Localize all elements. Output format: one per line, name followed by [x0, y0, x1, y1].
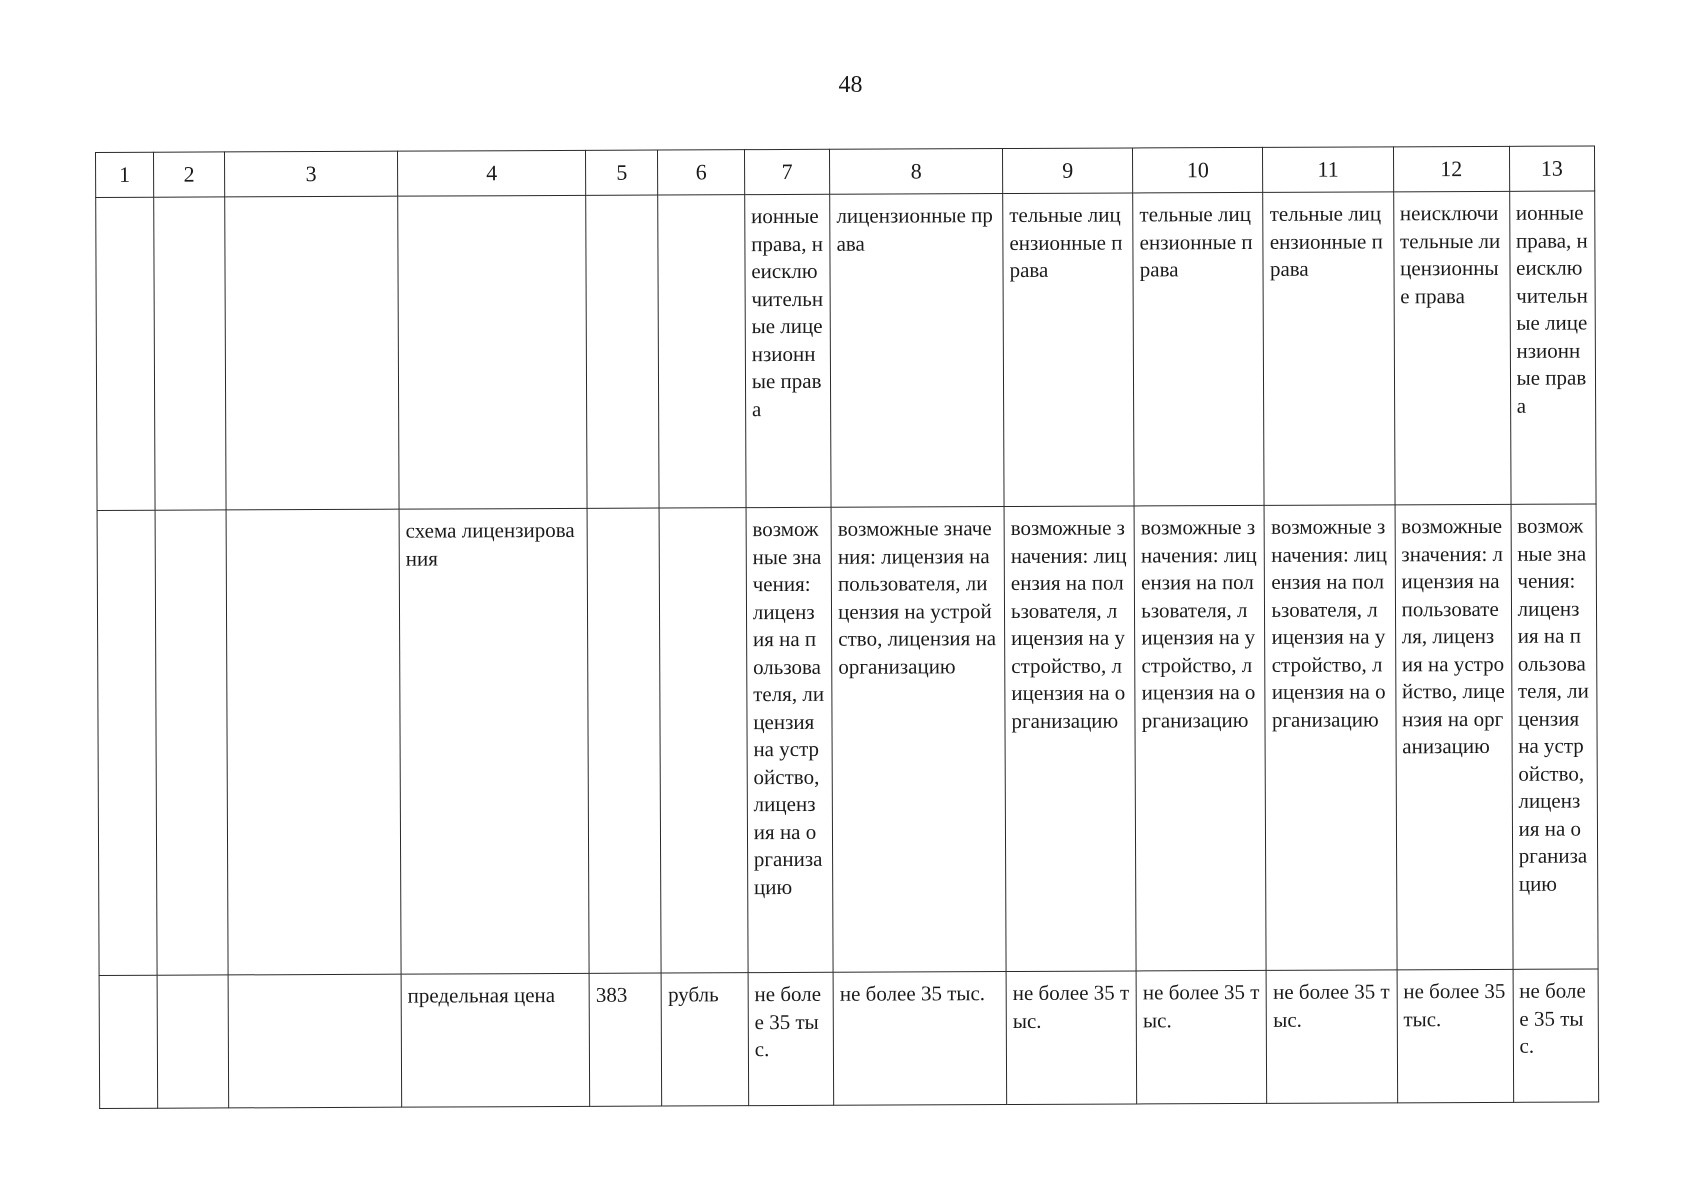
table-cell-col-13: [1513, 969, 1599, 1102]
cell-text: рубль: [667, 982, 719, 1007]
cell-text: не более 35 тыс.: [1273, 979, 1390, 1032]
table-cell-col-3: [225, 196, 399, 510]
cell-text: не более 35 тыс.: [754, 981, 822, 1062]
cell-text: возможные значения: лицензия на пользователя, лицензия на устройство, лицензия на организацию: [837, 516, 997, 679]
cell-text: не более 35 тыс.: [1012, 980, 1130, 1033]
page-number: 48: [838, 72, 863, 98]
table-row-price-limit: [99, 969, 1599, 1109]
cell-text: лицензионные права: [836, 203, 993, 256]
table-cell-col-4: [398, 195, 588, 509]
cell-text: тельные лицензионные права: [1139, 201, 1253, 282]
table-cell-col-3: [226, 509, 401, 975]
table-cell-col-10: [1133, 192, 1265, 506]
table-cell-col-7: [748, 972, 834, 1105]
cell-text: возможные значения: лицензия на пользователя, лицензия на устройство, лицензия на организацию: [1401, 513, 1505, 759]
cell-text: схема лицензирования: [405, 517, 575, 571]
table-cell-col-6: [659, 508, 747, 973]
cell-text: не более 35 тыс.: [1519, 978, 1586, 1058]
column-header-13: 13: [1509, 146, 1595, 191]
cell-text: возможные значения: лицензия на пользователя, лицензия на устройство, лицензия на организацию: [1517, 513, 1589, 896]
table-cell-col-13: [1509, 191, 1596, 504]
column-header-6: 6: [658, 150, 745, 195]
table-cell-col-11: [1263, 192, 1395, 506]
table-cell-col-4: [401, 973, 590, 1107]
table-cell-col-5: [586, 195, 660, 508]
table-cell-col-7: [746, 507, 833, 972]
table-cell-col-6: [661, 973, 748, 1106]
table-cell-col-2: [155, 510, 228, 975]
column-header-1: 1: [96, 152, 154, 197]
cell-text: не более 35 тыс.: [1403, 978, 1506, 1031]
table-cell-col-7: [744, 194, 831, 507]
table-cell-col-8: [830, 194, 1004, 508]
table-cell-col-8: [831, 507, 1006, 973]
table-cell-col-9: [1006, 971, 1137, 1105]
column-header-7: 7: [744, 149, 830, 194]
cell-text: неисключительные лицензионные права: [1399, 200, 1501, 308]
table-row-licensing-scheme: [97, 504, 1598, 976]
cell-text: возможные значения: лицензия на пользователя, лицензия на устройство, лицензия на организацию: [1140, 514, 1257, 732]
column-header-10: 10: [1133, 147, 1263, 193]
cell-text: ионные права, неисключительные лицензионные права: [1515, 200, 1588, 418]
requirements-table: [95, 145, 1599, 1109]
table-cell-col-12: [1393, 191, 1510, 505]
column-header-5: 5: [586, 150, 658, 195]
table-cell-col-5: [587, 508, 661, 973]
column-header-8: 8: [830, 149, 1003, 195]
table-cell-col-10: [1136, 970, 1267, 1104]
table-cell-col-5: [589, 973, 662, 1106]
table-cell-col-13: [1511, 504, 1598, 969]
column-header-2: 2: [153, 152, 224, 197]
table-cell-col-2: [154, 197, 226, 510]
table-cell-col-11: [1264, 505, 1396, 971]
cell-text: возможные значения: лицензия на пользователя, лицензия на устройство, лицензия на организацию: [1271, 514, 1388, 732]
cell-text: [235, 983, 395, 984]
table-cell-col-12: [1395, 504, 1513, 970]
table-row-rights: [96, 191, 1596, 511]
table-cell-col-1: [96, 197, 155, 510]
column-header-4: 4: [397, 150, 585, 196]
cell-text: тельные лицензионные права: [1269, 201, 1383, 281]
table-cell-col-9: [1003, 193, 1135, 507]
table-cell-col-9: [1004, 506, 1136, 972]
column-header-3: 3: [225, 151, 398, 197]
cell-text: возможные значения: лицензия на пользователя, лицензия на устройство, лицензия на организацию: [752, 516, 825, 899]
cell-text: [404, 204, 579, 205]
table-cell-col-8: [833, 972, 1006, 1106]
cell-text: предельная цена: [407, 983, 556, 1008]
table-cell-col-6: [658, 195, 746, 508]
table-cell-col-2: [157, 975, 229, 1108]
table-cell-col-4: [399, 508, 589, 974]
column-header-9: 9: [1003, 148, 1133, 194]
cell-text: ионные права, неисключительные лицензионные права: [751, 203, 824, 421]
cell-text: [231, 205, 391, 206]
column-header-11: 11: [1263, 147, 1393, 193]
cell-text: [233, 518, 393, 519]
table-cell-col-10: [1134, 505, 1266, 971]
table-cell-col-11: [1267, 970, 1398, 1104]
table-cell-col-3: [228, 974, 401, 1108]
cell-text: тельные лицензионные права: [1009, 202, 1123, 283]
table-cell-col-1: [97, 510, 157, 975]
cell-text: возможные значения: лицензия на пользователя, лицензия на устройство, лицензия на организацию: [1010, 515, 1127, 733]
cell-text: не более 35 тыс.: [1142, 979, 1260, 1032]
table-cell-col-1: [99, 975, 158, 1108]
column-header-12: 12: [1393, 146, 1509, 192]
cell-text: не более 35 тыс.: [839, 981, 986, 1006]
table-cell-col-12: [1397, 969, 1514, 1103]
cell-text: 383: [595, 982, 628, 1007]
header-row: [96, 146, 1595, 198]
